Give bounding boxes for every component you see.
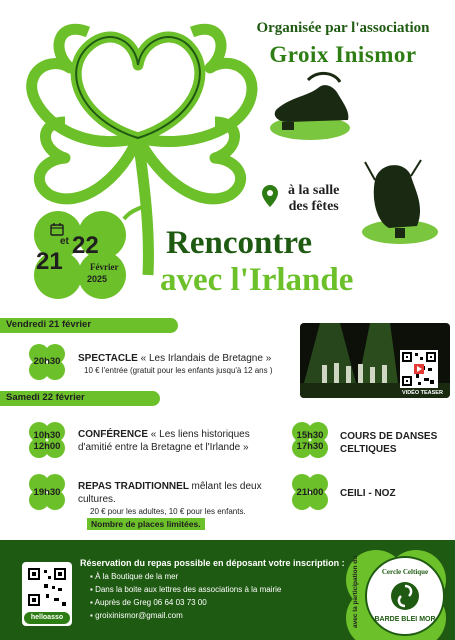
- title-line1: Rencontre: [166, 225, 313, 261]
- conference-time: [29, 430, 65, 452]
- cours-title1: COURS DE DANSES: [340, 431, 438, 442]
- ceili-title: CEILI - NOZ: [340, 488, 396, 499]
- badge-bottom-text: BARDE BLEI MOR: [374, 616, 436, 623]
- spectacle-time: 20h30: [33, 356, 61, 367]
- cercle-celtique-badge: [365, 556, 445, 636]
- date-day2: 22: [72, 232, 99, 259]
- repas-time: 19h30: [33, 487, 61, 498]
- email-icon: ▪: [90, 611, 96, 620]
- date-month: Février: [90, 262, 119, 272]
- footer-item-shop: ▪ À la Boutique de la mer: [90, 572, 179, 581]
- triskell-icon: [389, 580, 421, 612]
- repas-limited: Nombre de places limitées.: [87, 518, 205, 530]
- venue-text: [288, 183, 339, 215]
- association-name: Groix Inismor: [269, 42, 417, 67]
- day-bar-saturday: Samedi 22 février: [0, 391, 160, 406]
- footer-title: Réservation du repas possible en déposant votre inscription :: [80, 558, 345, 568]
- date-day1: 21: [36, 248, 63, 275]
- venue-line1: à la salle: [288, 183, 340, 198]
- badge-top-text: Cercle Celtique: [381, 568, 429, 576]
- cours-time-start: 15h30: [296, 430, 324, 441]
- helloasso-qr-card[interactable]: [22, 562, 72, 626]
- repas-title: [78, 480, 278, 506]
- cours-title: [340, 430, 450, 456]
- calendar-icon: [50, 222, 64, 236]
- conference-title-label: CONFÉRENCE: [78, 429, 149, 440]
- footer-list: [80, 572, 330, 620]
- shop-icon: ▪: [90, 572, 96, 581]
- video-teaser-label: VIDÉO TEASER: [402, 390, 443, 396]
- repas-title-label: REPAS TRADITIONNEL: [78, 481, 189, 492]
- conference-subtitle1: « Les liens historiques: [150, 429, 250, 440]
- date-and: et: [60, 236, 69, 247]
- participation-text: avec la participation du: [352, 555, 359, 628]
- footer-item-phone: ▪ Auprès de Greg 06 64 03 73 00: [90, 598, 207, 607]
- location-pin-icon: [262, 185, 278, 207]
- venue-line2: des fêtes: [288, 199, 339, 214]
- spectacle-title-label: SPECTACLE: [78, 353, 138, 364]
- dance-shoe-right-icon: [355, 150, 440, 250]
- mailbox-icon: ▪: [90, 585, 96, 594]
- helloasso-button[interactable]: helloasso: [24, 612, 70, 624]
- repas-subtitle2: cultures.: [78, 494, 116, 505]
- title-line2: avec l'Irlande: [160, 262, 354, 298]
- conference-title: [78, 428, 288, 454]
- dance-shoes-icon: [268, 68, 358, 143]
- repas-price: 20 € pour les adultes, 10 € pour les enfants.: [90, 507, 246, 516]
- conference-subtitle2: d'amitié entre la Bretagne et l'Irlande »: [78, 442, 249, 453]
- organised-by-text: Organisée par l'association: [256, 20, 430, 36]
- footer-item-mailbox: ▪ Dans la boite aux lettres des associations à la mairie: [90, 585, 282, 594]
- video-qr-code[interactable]: [400, 350, 438, 388]
- phone-icon: ▪: [90, 598, 95, 607]
- helloasso-qr-code: [22, 562, 72, 612]
- ceili-time: 21h00: [296, 487, 324, 498]
- footer-item-email[interactable]: ▪ groixinismor@gmail.com: [90, 611, 183, 620]
- spectacle-price: 10 € l'entrée (gratuit pour les enfants jusqu'à 12 ans ): [84, 366, 273, 375]
- day-bar-friday: Vendredi 21 février: [0, 318, 178, 333]
- cours-time: [292, 430, 328, 452]
- cours-title2: CELTIQUES: [340, 444, 397, 455]
- conference-time-start: 10h30: [33, 430, 61, 441]
- repas-subtitle1: mêlant les deux: [191, 481, 262, 492]
- conference-time-end: 12h00: [33, 441, 61, 452]
- date-year: 2025: [87, 274, 108, 284]
- cours-time-end: 17h30: [296, 441, 324, 452]
- spectacle-subtitle: « Les Irlandais de Bretagne »: [140, 353, 272, 364]
- spectacle-title: [78, 352, 308, 365]
